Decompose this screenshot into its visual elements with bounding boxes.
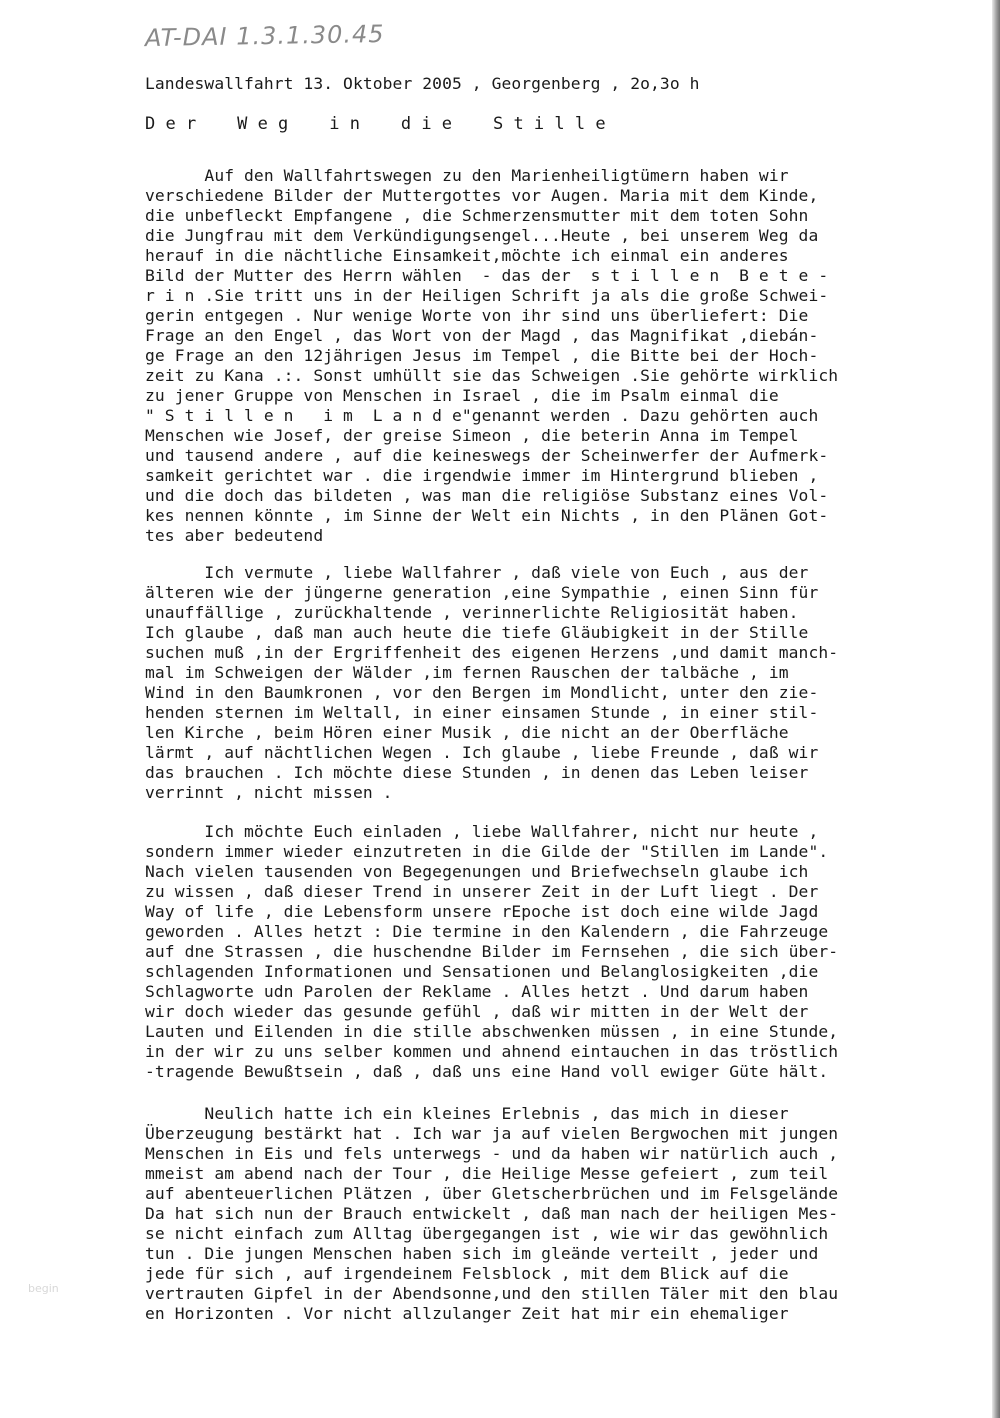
text-line: mmeist am abend nach der Tour , die Heilige Messe gefeiert , zum teil xyxy=(145,1164,829,1183)
text-line: samkeit gerichtet war . die irgendwie immer im Hintergrund blieben , xyxy=(145,466,819,485)
text-line: se nicht einfach zum Alltag übergegangen ist , wie wir das gewöhnlich xyxy=(145,1224,829,1243)
text-line: geworden . Alles hetzt : Die termine in den Kalendern , die Fahrzeuge xyxy=(145,922,829,941)
document-title: D e r W e g i n d i e S t i l l e xyxy=(145,114,606,134)
text-line: lärmt , auf nächtlichen Wegen . Ich glaube , liebe Freunde , daß wir xyxy=(145,743,819,762)
text-line: tes aber bedeutend xyxy=(145,526,324,545)
text-line: die unbefleckt Empfangene , die Schmerzensmutter mit dem toten Sohn xyxy=(145,206,809,225)
text-line: Frage an den Engel , das Wort von der Magd , das Magnifikat ,diebán- xyxy=(145,326,819,345)
text-line: verrinnt , nicht missen . xyxy=(145,783,393,802)
text-line: herauf in die nächtliche Einsamkeit,möchte ich einmal ein anderes xyxy=(145,246,789,265)
text-line: " S t i l l e n i m L a n d e"genannt werden . Dazu gehörten auch xyxy=(145,406,819,425)
text-line: jede für sich , auf irgendeinem Felsblock , mit dem Blick auf die xyxy=(145,1264,789,1283)
text-line: zu wissen , daß dieser Trend in unserer Zeit in der Luft liegt . Der xyxy=(145,882,819,901)
document-header: Landeswallfahrt 13. Oktober 2005 , Georgenberg , 2o,3o h xyxy=(145,74,700,93)
text-line: Menschen in Eis und fels unterwegs - und da haben wir natürlich auch , xyxy=(145,1144,839,1163)
text-line: Überzeugung bestärkt hat . Ich war ja auf vielen Bergwochen mit jungen xyxy=(145,1124,839,1143)
text-line: vertrauten Gipfel in der Abendsonne,und den stillen Täler mit den blau xyxy=(145,1284,839,1303)
text-line: Way of life , die Lebensform unsere rEpoche ist doch eine wilde Jagd xyxy=(145,902,819,921)
text-line: Ich glaube , daß man auch heute die tiefe Gläubigkeit in der Stille xyxy=(145,623,809,642)
text-line: kes nennen könnte , im Sinne der Welt ein Nichts , in den Plänen Got- xyxy=(145,506,829,525)
text-line: und tausend andere , auf die keineswegs der Scheinwerfer der Aufmerk- xyxy=(145,446,829,465)
margin-stamp: begin xyxy=(28,1282,59,1295)
text-line: älteren wie der jüngerne generation ,eine Sympathie , einen Sinn für xyxy=(145,583,819,602)
text-line: die Jungfrau mit dem Verkündigungsengel...Heute , bei unserem Weg da xyxy=(145,226,819,245)
text-line: Da hat sich nun der Brauch entwickelt , daß man nach der heiligen Mes- xyxy=(145,1204,839,1223)
text-line: zu jener Gruppe von Menschen in Israel , die im Psalm einmal die xyxy=(145,386,779,405)
text-line: en Horizonten . Vor nicht allzulanger Zeit hat mir ein ehemaliger xyxy=(145,1304,789,1323)
text-line: und die doch das bildeten , was man die religiöse Substanz eines Vol- xyxy=(145,486,829,505)
text-line: r i n .Sie tritt uns in der Heiligen Schrift ja als die große Schwei- xyxy=(145,286,829,305)
text-line: Schlagworte udn Parolen der Reklame . Alles hetzt . Und darum haben xyxy=(145,982,809,1001)
text-line: gerin entgegen . Nur wenige Worte von ihr sind uns überliefert: Die xyxy=(145,306,809,325)
text-line: in der wir zu uns selber kommen und ahnend eintauchen in das tröstlich xyxy=(145,1042,839,1061)
text-line: ge Frage an den 12jährigen Jesus im Tempel , die Bitte bei der Hoch- xyxy=(145,346,819,365)
text-line: wir doch wieder das gesunde gefühl , daß wir mitten in der Welt der xyxy=(145,1002,809,1021)
text-line: schlagenden Informationen und Sensationen und Belanglosigkeiten ,die xyxy=(145,962,819,981)
text-line: Wind in den Baumkronen , vor den Bergen im Mondlicht, unter den zie- xyxy=(145,683,819,702)
text-line: das brauchen . Ich möchte diese Stunden , in denen das Leben leiser xyxy=(145,763,809,782)
text-line: Ich vermute , liebe Wallfahrer , daß viele von Euch , aus der xyxy=(145,563,809,582)
text-line: Lauten und Eilenden in die stille abschwenken müssen , in eine Stunde, xyxy=(145,1022,839,1041)
scan-edge-shadow xyxy=(992,0,1000,1418)
text-line: Bild der Mutter des Herrn wählen - das der s t i l l e n B e t e - xyxy=(145,266,829,285)
text-line: unauffällige , zurückhaltende , verinnerlichte Religiosität haben. xyxy=(145,603,799,622)
text-line: tun . Die jungen Menschen haben sich im gleände verteilt , jeder und xyxy=(145,1244,819,1263)
text-line: suchen muß ,in der Ergriffenheit des eigenen Herzens ,und damit manch- xyxy=(145,643,839,662)
text-line: sondern immer wieder einzutreten in die Gilde der "Stillen im Lande". xyxy=(145,842,829,861)
text-line: zeit zu Kana .:. Sonst umhüllt sie das Schweigen .Sie gehörte wirklich xyxy=(145,366,839,385)
text-line: Neulich hatte ich ein kleines Erlebnis , das mich in dieser xyxy=(145,1104,789,1123)
text-line: auf dne Strassen , die huschendne Bilder im Fernsehen , die sich über- xyxy=(145,942,839,961)
text-line: henden sternen im Weltall, in einer einsamen Stunde , in einer stil- xyxy=(145,703,819,722)
text-line: Auf den Wallfahrtswegen zu den Marienheiligtümern haben wir xyxy=(145,166,789,185)
text-line: Nach vielen tausenden von Begegenungen und Briefwechseln glaube ich xyxy=(145,862,809,881)
text-line: Ich möchte Euch einladen , liebe Wallfahrer, nicht nur heute , xyxy=(145,822,819,841)
text-line: len Kirche , beim Hören einer Musik , die nicht an der Oberfläche xyxy=(145,723,789,742)
text-line: verschiedene Bilder der Muttergottes vor Augen. Maria mit dem Kinde, xyxy=(145,186,819,205)
text-line: mal im Schweigen der Wälder ,im fernen Rauschen der talbäche , im xyxy=(145,663,789,682)
text-line: Menschen wie Josef, der greise Simeon , die beterin Anna im Tempel xyxy=(145,426,799,445)
text-line: auf abenteuerlichen Plätzen , über Gletscherbrüchen und im Felsgelände xyxy=(145,1184,839,1203)
archive-code: AT-DAI 1.3.1.30.45 xyxy=(144,19,385,53)
text-line: -tragende Bewußtsein , daß , daß uns eine Hand voll ewiger Güte hält. xyxy=(145,1062,829,1081)
